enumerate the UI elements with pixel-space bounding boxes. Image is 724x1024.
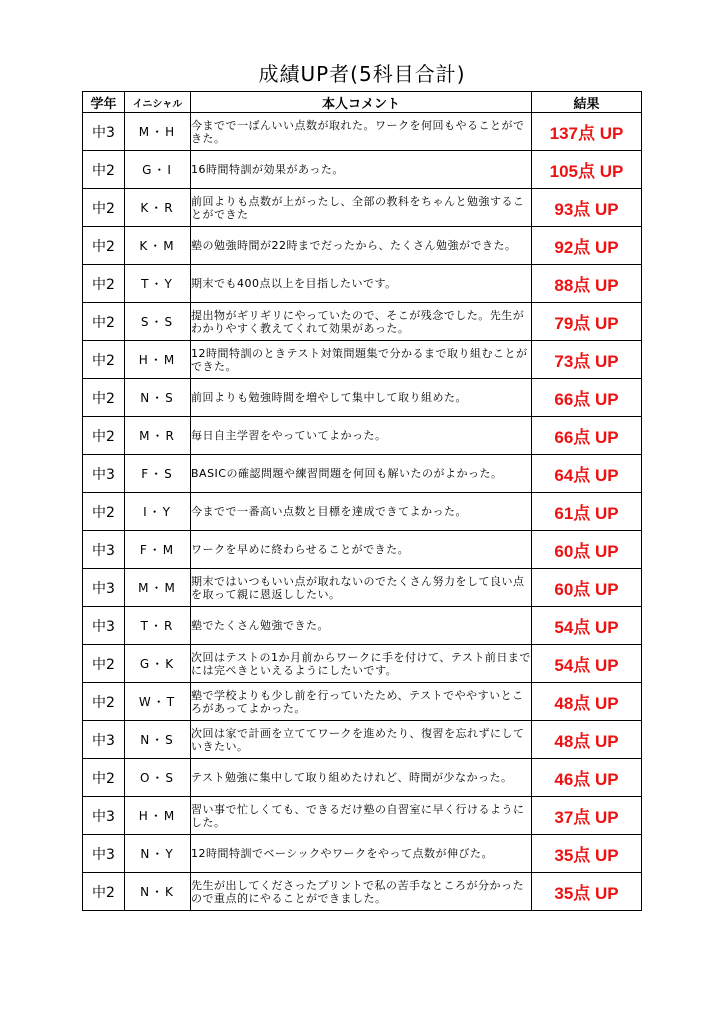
table-row xyxy=(83,835,642,873)
grade-cell: 中2 xyxy=(83,227,125,265)
result-cell: 66点 UP xyxy=(532,417,642,455)
result-cell: 35点 UP xyxy=(532,873,642,911)
table-row xyxy=(83,113,642,151)
result-cell: 73点 UP xyxy=(532,341,642,379)
initial-cell: T・Y xyxy=(125,265,191,303)
initial-cell: N・S xyxy=(125,721,191,759)
comment-cell: 前回よりも勉強時間を増やして集中して取り組めた。 xyxy=(191,379,532,417)
header-comment: 本人コメント xyxy=(191,92,532,113)
grade-cell: 中2 xyxy=(83,189,125,227)
table-row xyxy=(83,645,642,683)
table-row xyxy=(83,569,642,607)
table-row xyxy=(83,189,642,227)
comment-cell: 前回よりも点数が上がったし、全部の教科をちゃんと勉強することができた xyxy=(191,189,532,227)
initial-cell: W・T xyxy=(125,683,191,721)
result-cell: 48点 UP xyxy=(532,683,642,721)
result-cell: 93点 UP xyxy=(532,189,642,227)
table-row xyxy=(83,797,642,835)
result-cell: 66点 UP xyxy=(532,379,642,417)
result-cell: 60点 UP xyxy=(532,531,642,569)
comment-cell: 期末でも400点以上を目指したいです。 xyxy=(191,265,532,303)
initial-cell: N・S xyxy=(125,379,191,417)
grade-cell: 中2 xyxy=(83,341,125,379)
result-cell: 79点 UP xyxy=(532,303,642,341)
table-row xyxy=(83,873,642,911)
comment-cell: 習い事で忙しくても、できるだけ塾の自習室に早く行けるようにした。 xyxy=(191,797,532,835)
comment-cell: 期末ではいつもいい点が取れないのでたくさん努力をして良い点を取って親に恩返ししたい。 xyxy=(191,569,532,607)
result-cell: 54点 UP xyxy=(532,607,642,645)
result-cell: 64点 UP xyxy=(532,455,642,493)
initial-cell: N・K xyxy=(125,873,191,911)
initial-cell: N・Y xyxy=(125,835,191,873)
comment-cell: 塾でたくさん勉強できた。 xyxy=(191,607,532,645)
grade-cell: 中3 xyxy=(83,113,125,151)
result-cell: 92点 UP xyxy=(532,227,642,265)
table-row xyxy=(83,683,642,721)
comment-cell: 16時間特訓が効果があった。 xyxy=(191,151,532,189)
grade-cell: 中3 xyxy=(83,569,125,607)
initial-cell: K・M xyxy=(125,227,191,265)
table-row xyxy=(83,151,642,189)
grade-cell: 中2 xyxy=(83,151,125,189)
comment-cell: BASICの確認問題や練習問題を何回も解いたのがよかった。 xyxy=(191,455,532,493)
grade-cell: 中3 xyxy=(83,607,125,645)
comment-cell: 先生が出してくださったプリントで私の苦手なところが分かったので重点的にやることができました。 xyxy=(191,873,532,911)
result-cell: 35点 UP xyxy=(532,835,642,873)
result-cell: 61点 UP xyxy=(532,493,642,531)
table-row xyxy=(83,759,642,797)
grade-cell: 中2 xyxy=(83,873,125,911)
comment-cell: 12時間特訓でベーシックやワークをやって点数が伸びた。 xyxy=(191,835,532,873)
grade-cell: 中2 xyxy=(83,759,125,797)
initial-cell: O・S xyxy=(125,759,191,797)
grade-cell: 中3 xyxy=(83,455,125,493)
table-row xyxy=(83,607,642,645)
result-cell: 137点 UP xyxy=(532,113,642,151)
grade-cell: 中3 xyxy=(83,835,125,873)
grade-cell: 中3 xyxy=(83,531,125,569)
table-row xyxy=(83,493,642,531)
table-row xyxy=(83,531,642,569)
result-cell: 60点 UP xyxy=(532,569,642,607)
initial-cell: H・M xyxy=(125,797,191,835)
grade-cell: 中2 xyxy=(83,265,125,303)
comment-cell: 次回は家で計画を立ててワークを進めたり、復習を忘れずにしていきたい。 xyxy=(191,721,532,759)
table-body xyxy=(83,113,642,911)
table-row xyxy=(83,341,642,379)
initial-cell: K・R xyxy=(125,189,191,227)
table-row xyxy=(83,265,642,303)
comment-cell: 塾で学校よりも少し前を行っていたため、テストでややすいところがあってよかった。 xyxy=(191,683,532,721)
comment-cell: 次回はテストの1か月前からワークに手を付けて、テスト前日までには完ぺきといえるようにしたいです。 xyxy=(191,645,532,683)
page-title: 成績UP者(5科目合計) xyxy=(258,62,466,86)
comment-cell: ワークを早めに終わらせることができた。 xyxy=(191,531,532,569)
comment-cell: 12時間特訓のときテスト対策問題集で分かるまで取り組むことができた。 xyxy=(191,341,532,379)
result-cell: 37点 UP xyxy=(532,797,642,835)
grade-cell: 中2 xyxy=(83,645,125,683)
table-row xyxy=(83,417,642,455)
comment-cell: 提出物がギリギリにやっていたので、そこが残念でした。先生がわかりやすく教えてくれて効果があった。 xyxy=(191,303,532,341)
grade-cell: 中3 xyxy=(83,797,125,835)
initial-cell: F・M xyxy=(125,531,191,569)
initial-cell: M・M xyxy=(125,569,191,607)
result-cell: 46点 UP xyxy=(532,759,642,797)
table-row xyxy=(83,721,642,759)
table-row xyxy=(83,227,642,265)
initial-cell: G・I xyxy=(125,151,191,189)
table-row xyxy=(83,303,642,341)
table-row xyxy=(83,379,642,417)
results-table xyxy=(82,91,642,911)
header-result: 結果 xyxy=(532,92,642,113)
comment-cell: テスト勉強に集中して取り組めたけれど、時間が少なかった。 xyxy=(191,759,532,797)
grade-cell: 中2 xyxy=(83,683,125,721)
comment-cell: 今までで一番高い点数と目標を達成できてよかった。 xyxy=(191,493,532,531)
result-cell: 54点 UP xyxy=(532,645,642,683)
initial-cell: M・R xyxy=(125,417,191,455)
header-row xyxy=(83,92,642,113)
initial-cell: G・K xyxy=(125,645,191,683)
table-row xyxy=(83,455,642,493)
comment-cell: 毎日自主学習をやっていてよかった。 xyxy=(191,417,532,455)
header-grade: 学年 xyxy=(83,92,125,113)
grade-cell: 中2 xyxy=(83,417,125,455)
initial-cell: S・S xyxy=(125,303,191,341)
result-cell: 88点 UP xyxy=(532,265,642,303)
grade-cell: 中2 xyxy=(83,303,125,341)
initial-cell: M・H xyxy=(125,113,191,151)
initial-cell: F・S xyxy=(125,455,191,493)
initial-cell: I・Y xyxy=(125,493,191,531)
grade-cell: 中3 xyxy=(83,721,125,759)
comment-cell: 塾の勉強時間が22時までだったから、たくさん勉強ができた。 xyxy=(191,227,532,265)
result-cell: 105点 UP xyxy=(532,151,642,189)
initial-cell: H・M xyxy=(125,341,191,379)
header-initial: イニシャル xyxy=(125,92,191,113)
grade-cell: 中2 xyxy=(83,493,125,531)
comment-cell: 今までで一ばんいい点数が取れた。ワークを何回もやることができた。 xyxy=(191,113,532,151)
table-header xyxy=(83,92,642,113)
initial-cell: T・R xyxy=(125,607,191,645)
grade-cell: 中2 xyxy=(83,379,125,417)
result-cell: 48点 UP xyxy=(532,721,642,759)
